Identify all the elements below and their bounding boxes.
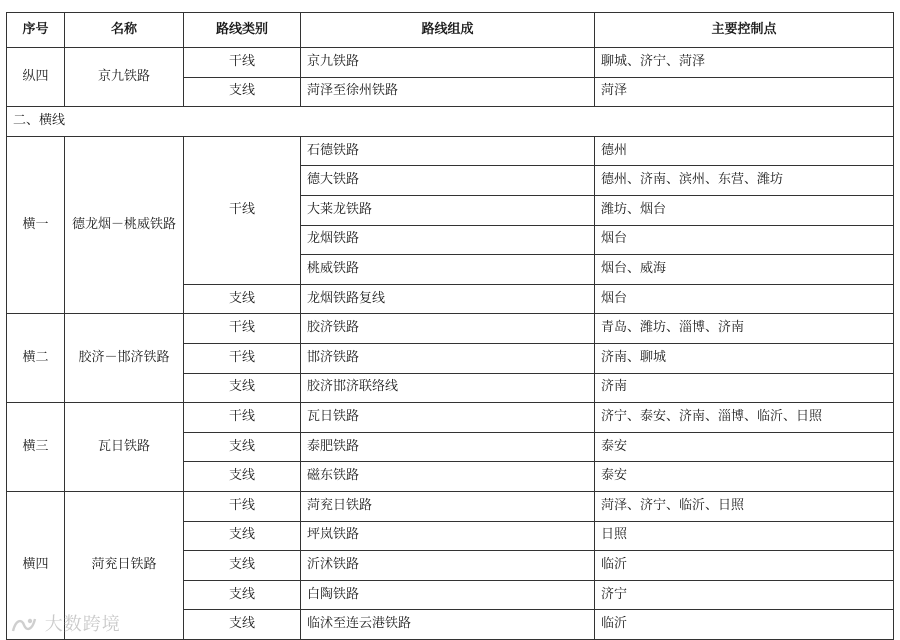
type-cell: 支线 xyxy=(184,610,301,640)
header-points: 主要控制点 xyxy=(595,13,894,48)
route-cell: 磁东铁路 xyxy=(301,462,595,492)
route-cell: 胶济邯济联络线 xyxy=(301,373,595,403)
points-cell: 烟台 xyxy=(595,225,894,255)
points-cell: 菏泽、济宁、临沂、日照 xyxy=(595,491,894,521)
route-cell: 龙烟铁路复线 xyxy=(301,284,595,314)
points-cell: 临沂 xyxy=(595,551,894,581)
seq-cell: 纵四 xyxy=(7,48,65,107)
table-row xyxy=(7,48,894,78)
type-cell: 支线 xyxy=(184,551,301,581)
section-heading: 二、横线 xyxy=(7,107,894,137)
route-cell: 沂沭铁路 xyxy=(301,551,595,581)
type-cell: 干线 xyxy=(184,48,301,78)
route-cell: 邯济铁路 xyxy=(301,343,595,373)
route-cell: 白陶铁路 xyxy=(301,580,595,610)
header-route: 路线组成 xyxy=(301,13,595,48)
route-cell: 桃威铁路 xyxy=(301,255,595,285)
type-cell: 干线 xyxy=(184,403,301,433)
table-row xyxy=(7,136,894,166)
name-cell: 德龙烟－桃威铁路 xyxy=(65,136,184,314)
route-cell: 菏泽至徐州铁路 xyxy=(301,77,595,107)
points-cell: 日照 xyxy=(595,521,894,551)
type-cell: 支线 xyxy=(184,373,301,403)
railway-table xyxy=(6,12,894,640)
header-type: 路线类别 xyxy=(184,13,301,48)
points-cell: 德州 xyxy=(595,136,894,166)
route-cell: 泰肥铁路 xyxy=(301,432,595,462)
section-row xyxy=(7,107,894,137)
points-cell: 烟台 xyxy=(595,284,894,314)
table-row xyxy=(7,491,894,521)
type-cell: 支线 xyxy=(184,77,301,107)
points-cell: 青岛、潍坊、淄博、济南 xyxy=(595,314,894,344)
seq-cell: 横三 xyxy=(7,403,65,492)
points-cell: 济南 xyxy=(595,373,894,403)
route-cell: 胶济铁路 xyxy=(301,314,595,344)
points-cell: 临沂 xyxy=(595,610,894,640)
type-cell: 干线 xyxy=(184,314,301,344)
type-cell: 支线 xyxy=(184,432,301,462)
route-cell: 瓦日铁路 xyxy=(301,403,595,433)
seq-cell: 横一 xyxy=(7,136,65,314)
points-cell: 德州、济南、滨州、东营、潍坊 xyxy=(595,166,894,196)
name-cell: 菏兖日铁路 xyxy=(65,491,184,639)
type-cell: 支线 xyxy=(184,580,301,610)
points-cell: 聊城、济宁、菏泽 xyxy=(595,48,894,78)
type-cell: 干线 xyxy=(184,343,301,373)
type-cell: 支线 xyxy=(184,521,301,551)
type-cell: 干线 xyxy=(184,136,301,284)
points-cell: 济宁 xyxy=(595,580,894,610)
header-name: 名称 xyxy=(65,13,184,48)
route-cell: 临沭至连云港铁路 xyxy=(301,610,595,640)
route-cell: 大莱龙铁路 xyxy=(301,195,595,225)
name-cell: 胶济－邯济铁路 xyxy=(65,314,184,403)
name-cell: 京九铁路 xyxy=(65,48,184,107)
name-cell: 瓦日铁路 xyxy=(65,403,184,492)
watermark-logo-icon xyxy=(10,615,38,635)
route-cell: 德大铁路 xyxy=(301,166,595,196)
route-cell: 石德铁路 xyxy=(301,136,595,166)
table-row xyxy=(7,403,894,433)
points-cell: 泰安 xyxy=(595,462,894,492)
header-seq: 序号 xyxy=(7,13,65,48)
route-cell: 坪岚铁路 xyxy=(301,521,595,551)
points-cell: 烟台、威海 xyxy=(595,255,894,285)
points-cell: 济南、聊城 xyxy=(595,343,894,373)
route-cell: 菏兖日铁路 xyxy=(301,491,595,521)
points-cell: 济宁、泰安、济南、淄博、临沂、日照 xyxy=(595,403,894,433)
type-cell: 支线 xyxy=(184,284,301,314)
seq-cell: 横二 xyxy=(7,314,65,403)
type-cell: 支线 xyxy=(184,462,301,492)
points-cell: 泰安 xyxy=(595,432,894,462)
route-cell: 龙烟铁路 xyxy=(301,225,595,255)
points-cell: 潍坊、烟台 xyxy=(595,195,894,225)
watermark-text: 大数跨境 xyxy=(44,614,121,635)
watermark xyxy=(10,610,121,636)
type-cell: 干线 xyxy=(184,491,301,521)
table-header-row xyxy=(7,13,894,48)
table-row xyxy=(7,314,894,344)
seq-cell: 横四 xyxy=(7,491,65,639)
route-cell: 京九铁路 xyxy=(301,48,595,78)
points-cell: 菏泽 xyxy=(595,77,894,107)
